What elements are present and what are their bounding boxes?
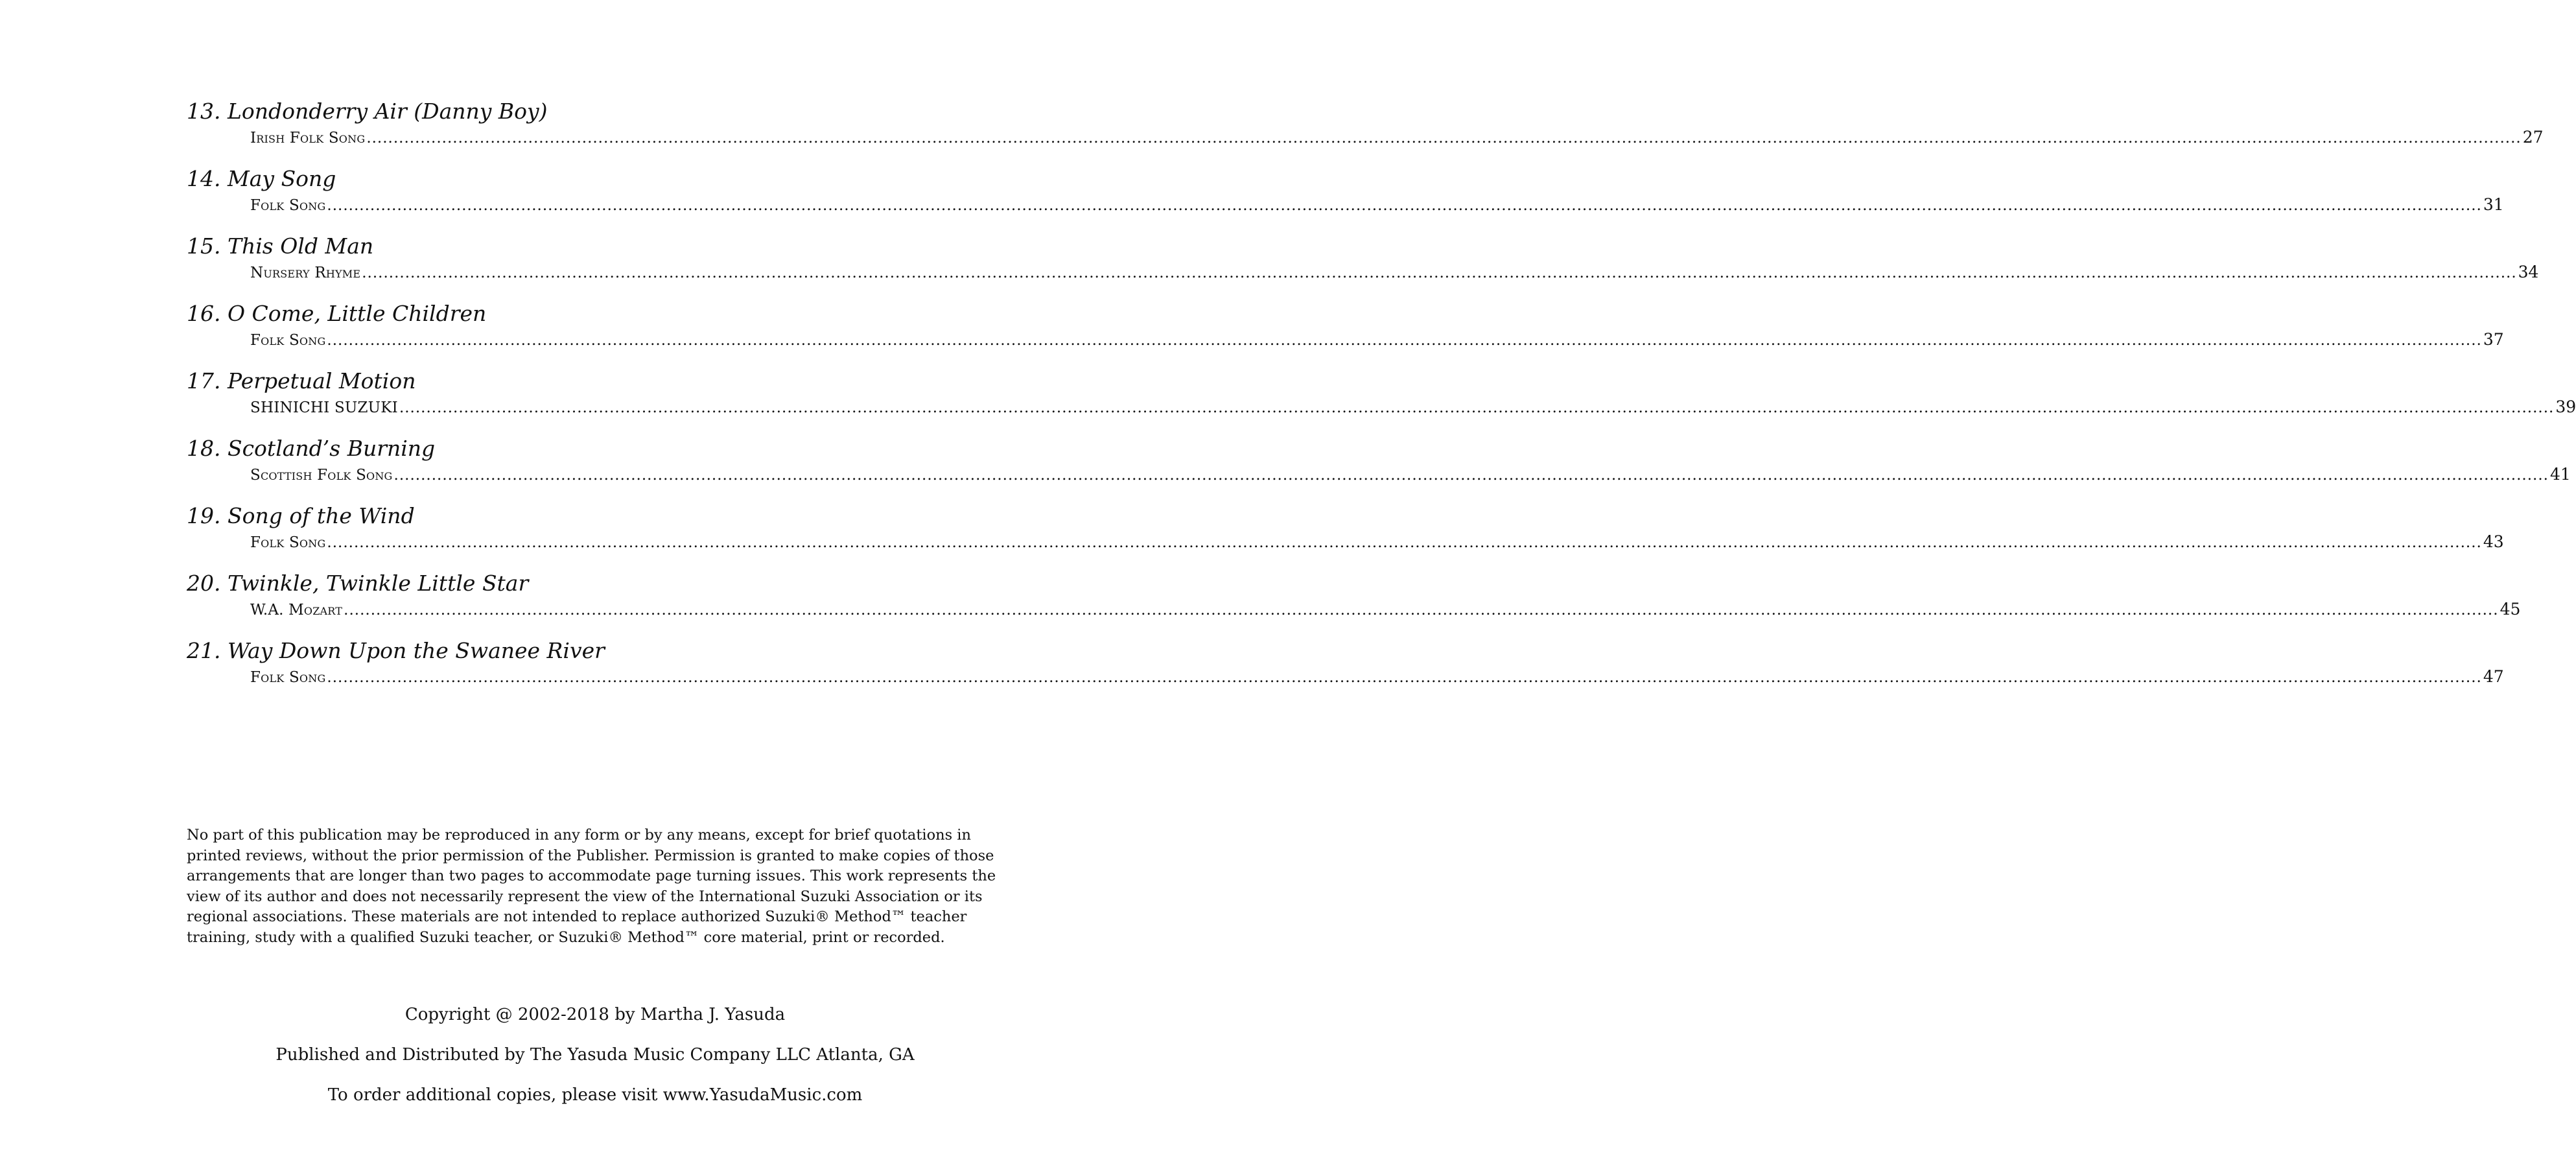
toc-entry-page: 31 (2483, 195, 2504, 214)
toc-entry-page: 34 (2518, 263, 2539, 281)
toc-entry-author: Folk Song (250, 197, 326, 214)
toc-entry (187, 569, 2521, 637)
dot-leader: ................................................................................................................................................................................................................................................................................................................................................................................................................ (362, 265, 2517, 281)
toc-entry-title: 18. Scotland’s Burning (187, 436, 436, 461)
toc-entry-title: 14. May Song (187, 166, 336, 191)
toc-entry-author: Nursery Rhyme (250, 265, 361, 281)
toc-entry-line (250, 194, 2504, 216)
dot-leader: ................................................................................................................................................................................................................................................................................................................................................................................................................ (366, 130, 2522, 147)
toc-entry-page: 43 (2483, 532, 2504, 551)
toc-entry (187, 637, 2504, 704)
dot-leader: ................................................................................................................................................................................................................................................................................................................................................................................................................ (327, 669, 2482, 686)
toc-entry-author: W.A. Mozart (250, 602, 343, 619)
toc-entry-author: SHINICHI SUZUKI (250, 399, 398, 416)
dot-leader: ................................................................................................................................................................................................................................................................................................................................................................................................................ (399, 399, 2555, 416)
toc-entry-line (250, 261, 2539, 283)
dot-leader: ................................................................................................................................................................................................................................................................................................................................................................................................................ (327, 332, 2482, 349)
toc-entry-title: 17. Perpetual Motion (187, 368, 416, 394)
copyright-line: Copyright @ 2002-2018 by Martha J. Yasuda (404, 1005, 786, 1024)
publisher-line: Published and Distributed by The Yasuda Music Company LLC Atlanta, GA (275, 1045, 915, 1065)
order-info-line: To order additional copies, please visit www.YasudaMusic.com (327, 1085, 863, 1105)
toc-entry (187, 300, 2504, 367)
dot-leader: ................................................................................................................................................................................................................................................................................................................................................................................................................ (327, 534, 2482, 551)
toc-entry-title: 16. O Come, Little Children (187, 301, 487, 326)
toc-entry-line (250, 329, 2504, 351)
toc-entry-title: 13. Londonderry Air (Danny Boy) (187, 99, 548, 124)
toc-entry (187, 97, 2544, 165)
toc-entry-line (250, 126, 2544, 148)
toc-entry-line (250, 464, 2571, 486)
toc-entry-line (250, 531, 2504, 553)
toc-entry (187, 232, 2539, 300)
toc-entry (187, 165, 2504, 232)
toc-entry-author: Folk Song (250, 669, 326, 686)
toc-entry-page: 39 (2555, 397, 2576, 416)
toc-entry-title: 19. Song of the Wind (187, 503, 415, 528)
toc-entry-author: Irish Folk Song (250, 130, 366, 147)
toc-entry-author: Folk Song (250, 534, 326, 551)
toc-entry-title: 21. Way Down Upon the Swanee River (187, 638, 605, 663)
toc-entry-title: 20. Twinkle, Twinkle Little Star (187, 571, 529, 596)
toc-entry-page: 41 (2549, 465, 2571, 484)
toc-entry (187, 434, 2571, 502)
dot-leader: ................................................................................................................................................................................................................................................................................................................................................................................................................ (327, 197, 2482, 214)
copyright-notice: No part of this publication may be reproduced in any form or by any means, except for brief quotations in printed reviews, without the prior permission of the Publisher. Permission is granted to make copies of those arrangements that are longer than two pages to accommodate page turning issues. This work represents the view of its author and does not necessarily represent the view of the International Suzuki Association or its regional associations. These materials are not intended to replace authorized Suzuki® Method™ teacher training, study with a qualified Suzuki teacher, or Suzuki® Method™ core material, print or recorded. (187, 827, 996, 946)
toc-entry-page: 47 (2483, 667, 2504, 686)
toc-entry-line (250, 396, 2576, 418)
toc-entry-line (250, 598, 2521, 620)
toc-entry-page: 37 (2483, 330, 2504, 349)
toc-entry-page: 45 (2500, 600, 2521, 619)
dot-leader: ................................................................................................................................................................................................................................................................................................................................................................................................................ (344, 602, 2499, 619)
toc-entry-author: Scottish Folk Song (250, 467, 393, 484)
toc-entry-page: 27 (2522, 128, 2544, 147)
toc-entry (187, 367, 2576, 434)
table-of-contents (187, 97, 2576, 704)
toc-entry-line (250, 666, 2504, 688)
toc-entry-author: Folk Song (250, 332, 326, 349)
dot-leader: ................................................................................................................................................................................................................................................................................................................................................................................................................ (393, 467, 2549, 484)
toc-entry-title: 15. This Old Man (187, 233, 374, 259)
toc-entry (187, 502, 2504, 569)
